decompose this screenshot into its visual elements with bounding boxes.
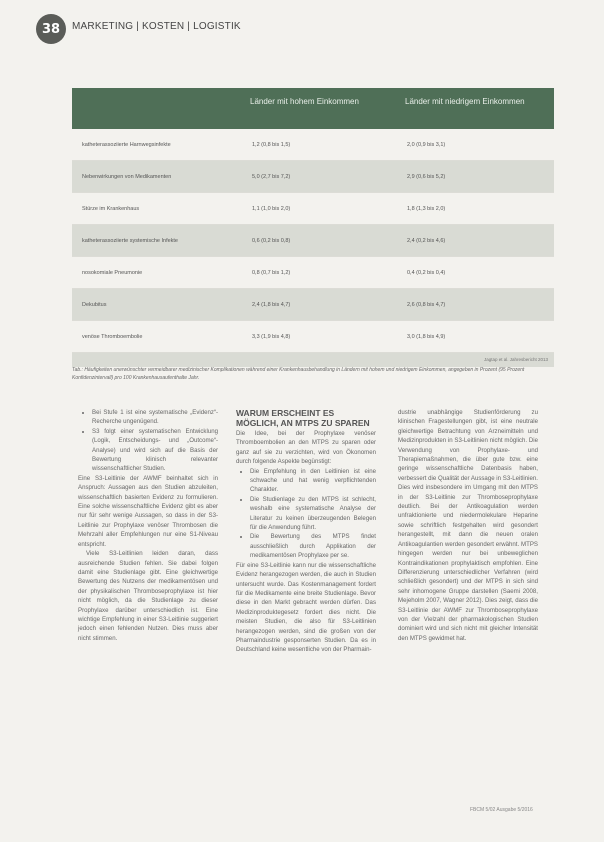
list-item: • Die Studienlage zu den MTPS ist schlecht, weshalb eine systematische Analyse der Literatur zu keinen überzeugenden Belegen für die Anwendung führt. <box>250 495 376 533</box>
row-low-value: 0,4 (0,2 bis 0,4) <box>407 269 446 276</box>
paragraph: Eine S3-Leitlinie der AWMF beinhaltet sich in Anspruch: Aussagen aus den Studien abzuleiten, wissenschaftlich basierten Evidenz zu formulieren. Eine solche wissenschaftliche Evidenz gibt es aber nur für sehr wenige Aussagen, so dass in der S3-Leitlinie zur Prophylaxe venöser Thrombosen die Mehrzahl aller Empfehlungen nur eine S1-Niveau entspricht. <box>78 474 218 548</box>
list-item: • Bei Stufe 1 ist eine systematische „Evidenz“-Recherche ungenügend. <box>92 408 218 427</box>
row-label: Dekubitus <box>82 301 107 308</box>
table-row <box>72 289 554 321</box>
row-low-value: 2,6 (0,8 bis 4,7) <box>407 301 446 308</box>
table-row <box>72 225 554 257</box>
table-header-high-income: Länder mit hohem Einkommen <box>250 97 359 106</box>
page-number-badge: 38 <box>36 14 66 44</box>
row-low-value: 3,0 (1,8 bis 4,9) <box>407 333 446 340</box>
text-column-3 <box>398 408 538 643</box>
section-heading: WARUM ERSCHEINT ES MÖGLICH, AN MTPS ZU SPAREN <box>236 408 370 428</box>
row-low-value: 2,4 (0,2 bis 4,6) <box>407 237 446 244</box>
table-row <box>72 161 554 193</box>
bullet-list <box>236 467 376 561</box>
table-row <box>72 193 554 225</box>
row-low-value: 2,9 (0,6 bis 5,2) <box>407 173 446 180</box>
list-item: • Die Bewertung des MTPS findet ausschließlich durch Applikation der medikamentösen Prophylaxe per se. <box>250 532 376 560</box>
bullet-list <box>78 408 218 474</box>
list-item: • S3 folgt einer systematischen Entwicklung (Logik, Entscheidungs- und „Outcome“-Analyse) und wird sich auf die Basis der Bewertung klinisch relevanter wissenschaftlicher Studien. <box>92 427 218 474</box>
paragraph: Viele S3-Leitlinien leiden daran, dass ausreichende Studien fehlen. Sie dabei folgen damit eine Studienlage gibt. Eine gleichwertige Bewertung des Nutzens der medikamentösen und der physikalischen Thromboseprophylaxe ist hier nicht möglich, da die Studienlage zu dieser Prophylaxe darüber unterschiedlich ist. Eine wichtige Empfehlung in einer S3-Leitlinie suggeriert jedoch einen fehlenden Nutzen. Dies muss aber nicht stimmen. <box>78 550 218 642</box>
table-source: Jagtap et al. Jahresbericht 2013 <box>72 353 554 367</box>
row-label: nosokomiale Pneumonie <box>82 269 143 276</box>
list-item: • Die Empfehlung in den Leitlinien ist eine schwache und hat wenig verpflichtenden Charakter. <box>250 467 376 495</box>
row-high-value: 0,8 (0,7 bis 1,2) <box>252 269 291 276</box>
paragraph: dustrie unabhängige Studienförderung zu klinischen Fragestellungen gibt, ist eine neutrale gleichwertige Betrachtung von Arzneimitteln und Medizinprodukten in S3-Leitlinien nicht möglich. Die Verwendung von Prophylaxe- und Therapiemaßnahmen, die über gute bzw. eine geringe wissenschaftliche Datenbasis haben, verbessert die Qualität der Aussage in S3-Leitlinien. Dies wird insbesondere im Umgang mit den MTPS in der S3-Leitlinie zur Thromboseprophylaxe deutlich. Bei der Antikoagulation werden unfraktionierte und niedermolekulare Heparine sowie schriftlich festgehalten wird gesondert herangestellt, mit dann die neuen oralen Antikoagulantien werden gesondert erwähnt. MTPS hingegen werden nur bei unbeweglichen Kontraindikationen prophylaktisch empfohlen. Eine Differenzierung unterschiedlicher Verfahren (wird schließlich gesondert) und der MTPS in sich sind sehr inhomogene Gruppe darstellen (Saemi 2008, Mejeholm 2007, Wagner 2012). Dies zeigt, dass die S3-Leitlinie der AWMF zur Thromboseprophylaxe von der Vielzahl der pharmakologischen Studien dominiert wird und sich nicht mit gleicher Intensität den MTPS gewidmet hat. <box>398 409 538 642</box>
text-column-1 <box>78 408 218 643</box>
table-row <box>72 129 554 161</box>
table-header-low-income: Länder mit niedrigem Einkommen <box>405 97 525 106</box>
row-label: katheterassoziierte Harnwegsinfekte <box>82 141 171 148</box>
table-caption: Tab.: Häufigkeiten unerwünschter vermeidbarer medizinischer Komplikationen während einer Krankenhausbehandlung in Ländern mit hohem und niedrigem Einkommen, angegeben in Prozent (95 Prozent Konfidenzintervall) pro 100 Krankenhausaufenthalte Jahr. <box>72 367 525 381</box>
text-column-2 <box>236 408 376 655</box>
table-row <box>72 321 554 353</box>
section-title: MARKETING | KOSTEN | LOGISTIK <box>72 21 241 32</box>
row-label: katheterassoziierte systemische Infekte <box>82 237 178 244</box>
row-high-value: 1,2 (0,8 bis 1,5) <box>252 141 291 148</box>
row-high-value: 1,1 (1,0 bis 2,0) <box>252 205 291 212</box>
paragraph: Die Idee, bei der Prophylaxe venöser Thromboembolien an den MTPS zu sparen oder ganz auf sie zu verzichten, wird von Ökonomen durch folgende Aspekte begünstigt: <box>236 430 376 466</box>
paragraph: Für eine S3-Leitlinie kann nur die wissenschaftliche Evidenz herangezogen werden, die auch in Studien untersucht wurde. Das Kostenmanagement fordert für die Medikamente eine breite Studienlage. Bevor diese in den Markt gebracht werden dürfen. Das Medizinproduktegesetz fordert dies nicht. Die meisten Studien, die also für S3-Leitlinien herangezogen werden, sind die großen von der Pharmaindustrie gesponserten Studien. Da es in Deutschland keine wesentliche von der Pharmain- <box>236 561 376 654</box>
complications-table <box>72 88 554 367</box>
table-header-empty <box>72 88 244 129</box>
row-label: venöse Thromboembolie <box>82 333 143 340</box>
table-row <box>72 257 554 289</box>
row-low-value: 1,8 (1,3 bis 2,0) <box>407 205 446 212</box>
row-high-value: 3,3 (1,9 bis 4,8) <box>252 333 291 340</box>
row-label: Stürze im Krankenhaus <box>82 205 140 212</box>
row-high-value: 5,0 (2,7 bis 7,2) <box>252 173 291 180</box>
row-high-value: 2,4 (1,8 bis 4,7) <box>252 301 291 308</box>
table-header-row <box>72 88 554 129</box>
row-high-value: 0,6 (0,2 bis 0,8) <box>252 237 291 244</box>
row-low-value: 2,0 (0,9 bis 3,1) <box>407 141 446 148</box>
page-footer: FBCM 5/02 Ausgabe 5/2016 <box>470 807 533 813</box>
row-label: Nebenwirkungen von Medikamenten <box>82 173 172 180</box>
